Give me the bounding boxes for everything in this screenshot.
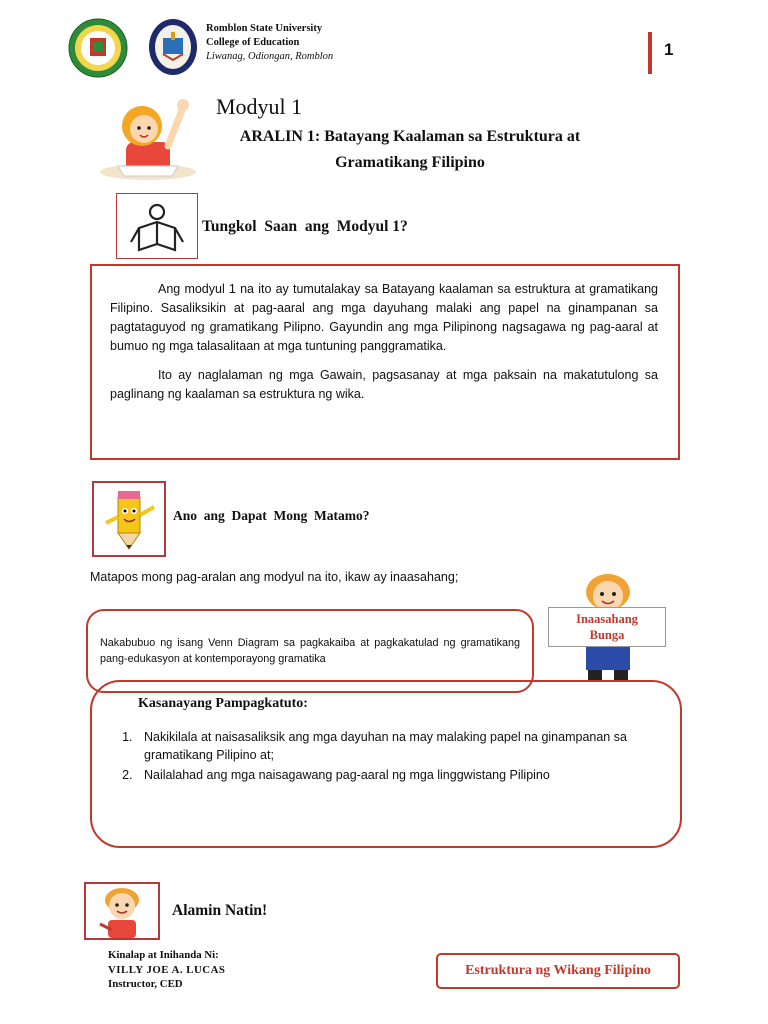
lesson-title-line-2: Gramatikang Filipino — [335, 154, 485, 171]
about-paragraph-2: Ito ay naglalaman ng mga Gawain, pagsasanay at mga paksain na makatutulong sa paglinang ng kaalaman sa estruktura ng wika. — [110, 368, 658, 401]
prepared-by-label: Kinalap at Inihanda Ni: — [108, 949, 219, 961]
page-number-bar — [648, 32, 652, 74]
student-mascot-icon — [86, 884, 158, 938]
learn-heading: Ano ang Dapat Mong Matamo? — [173, 508, 370, 523]
campus-location: Liwanag, Odiongan, Romblon — [206, 51, 334, 62]
waving-girl-illustration — [98, 90, 198, 182]
university-name: Romblon State University — [206, 23, 323, 34]
student-mascot-box — [84, 882, 160, 940]
skill-item-1: 1. Nakikilala at naisasaliksik ang mga dayuhan na may malaking papel na ginampanan sa gramatikang Pilipino at; — [136, 728, 656, 764]
skill-item-2: 2. Nailalahad ang mga naisagawang pag-aaral ng mga linggwistang Pilipino — [136, 766, 656, 784]
expected-output-sign: Inaasahang Bunga — [548, 607, 666, 647]
skills-list — [112, 728, 656, 784]
college-of-education-logo — [148, 18, 198, 76]
learning-skills-box — [90, 680, 682, 848]
alamin-heading: Alamin Natin! — [172, 902, 268, 919]
expected-output-text: Nakabubuo ng isang Venn Diagram sa pagkakaiba at pagkakatulad ng gramatikang pang-edukasyon at kontemporayong gramatika — [100, 637, 520, 665]
pencil-mascot-icon — [94, 483, 164, 555]
page-number: 1 — [664, 40, 674, 59]
module-title: Modyul 1 — [216, 94, 303, 119]
author-position: Instructor, CED — [108, 978, 183, 990]
rsu-seal-logo — [68, 18, 128, 78]
lesson-title — [200, 124, 620, 176]
author-credits — [108, 948, 225, 992]
learn-intro: Matapos mong pag-aralan ang modyul na ito, ikaw ay inaasahang; — [90, 570, 459, 584]
reading-person-icon — [117, 194, 197, 258]
course-title-box: Estruktura ng Wikang Filipino — [436, 953, 680, 989]
about-description-box — [90, 264, 680, 460]
institution-header — [206, 22, 333, 64]
about-heading: Tungkol Saan ang Modyul 1? — [202, 218, 408, 235]
lesson-title-line-1: ARALIN 1: Batayang Kaalaman sa Estruktura at — [239, 128, 581, 145]
pencil-mascot-box — [92, 481, 166, 557]
reader-icon-box — [116, 193, 198, 259]
skills-heading: Kasanayang Pampagkatuto: — [138, 696, 308, 711]
college-name: College of Education — [206, 37, 300, 48]
about-paragraph-1: Ang modyul 1 na ito ay tumutalakay sa Batayang kaalaman sa estruktura at gramatikang Filipino. Sasaliksikin at pag-aaral ang mga dayuhang malaki ang papel na ginampanan sa pagtataguyod ng gramatikang Pilipno. Gayundin ang mga Pilipinong nagsagawa ng pag-aaral at bumuo ng mga talasalitaan at mga tuntuning panggramatika. — [110, 282, 658, 353]
author-name: VILLY JOE A. LUCAS — [108, 963, 226, 976]
